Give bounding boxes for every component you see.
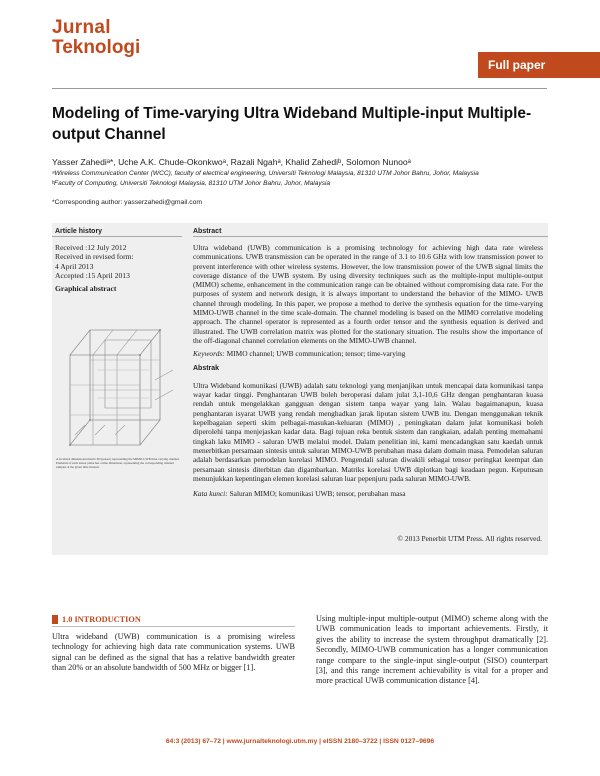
abstract-heading: Abstract [193,228,222,235]
article-history-heading: Article history [55,228,103,235]
journal-name-line2: Teknologi [52,37,141,58]
figure-caption: A localised dimensional matrix 3D (tensor) representing the MIMO-UWB time-varying channel. Elements of each tensor plane has a time dimension, representing the corresponding channel samples at the given time instants [56,457,180,469]
intro-left-paragraph: Ultra wideband (UWB) communication is a promising wireless technology for achieving high data rate communication systems. UWB signal can be defined as the signal that has a relative bandwidth greater than 20% or an absolute bandwidth of 500 MHz or bigger [1]. [52,632,295,673]
journal-logo [52,18,140,58]
section-marker [52,615,58,624]
history-line: Accepted :15 April 2013 [55,271,130,281]
header-divider [52,88,547,89]
introduction-heading: 1.0 INTRODUCTION [62,615,141,624]
keywords-value: MIMO channel; UWB communication; tensor; time-varying [226,349,406,359]
history-line: Received in revised form: [55,252,134,262]
kata-kunci-label: Kata kunci: [193,489,228,499]
corresponding-email[interactable]: *Corresponding author: yasserzahedi@gmail.com [52,199,203,206]
journal-name-line1: Jurnal [52,17,111,38]
tensor-figure [55,296,181,484]
page-footer: 64:3 (2013) 67–72 | www.jurnalteknologi.utm.my | eISSN 2180–3722 | ISSN 0127–9696 [165,738,435,745]
intro-right-paragraph: Using multiple-input multiple-output (MIMO) scheme along with the UWB communication leads to important achievements. Firstly, it gives the ability to increase the system throughput dramatically [2]. Secondly, MIMO-UWB communication has a longer communication range compare to the single-input single-output (SISO) counterpart [3], and this range increment achievability is vital for a proper and more practical UWB communication distance [4]. [316,614,548,686]
panel-rule-right [193,236,548,237]
affiliation-a: ᵃWireless Communication Center (WCC), faculty of electrical engineering, Universiti Teknologi Malaysia, 81310 UTM Johor Bahru, Johor, Malaysia [52,170,479,177]
keywords-line [193,349,543,358]
author-list: Yasser Zahediᵃ*, Uche A.K. Chude-Okonkwoᵃ, Razali Ngahᵃ, Khalid Zahediᵇ, Solomon Nunooᵃ [52,157,411,167]
copyright-notice: © 2013 Penerbit UTM Press. All rights reserved. [397,534,542,543]
introduction-rule [52,626,295,627]
keywords-label: Keywords: [193,349,225,359]
kata-kunci-value: Saluran MIMO; komunikasi UWB; tensor, perubahan masa [229,489,406,499]
paper-title: Modeling of Time-varying Ultra Wideband Multiple-input Multiple-output Channel [52,105,532,143]
abstrak-heading: Abstrak [193,364,220,372]
panel-rule-left [52,236,182,237]
abstrak-text: Ultra Wideband komunikasi (UWB) adalah satu teknologi yang menjanjikan untuk mencapai data komunikasi tanpa wayar kadar tinggi. Penghantaran UWB boleh beroperasi dalam julat 3,1-10,6 GHz dengan penghantaran kuasa rendah untuk mengelakkan gangguan dengan sistem tanpa wayar yang lain. Walau bagaimanapun, kuasa penghantaran isyarat UWB yang rendah menghadkan jarak liputan sistem UWB itu. Dengan menggunakan teknik kepelbagaian seperti skim pelbagai-masukan-keluaran (MIMO) , peningkatan dalam julat komunikasi boleh diperolehi tanpa menjejaskan kadar data. Bagi tujuan reka bentuk sistem dan rangkaian, adalah penting memahami tingkah laku MIMO - saluran UWB melalui model. Dalam penelitian ini, kami mencadangkan satu kaedah untuk menerbitkan persamaan sintesis untuk saluran MIMO-UWB perubahan masa dalam domain masa. Pemodelan saluran adalah berdasarkan pemodelan korelasi MIMO. Pengendali saluran diwakili sebagai tensor peringkat keempat dan persamaan sintesis diterbitan dan digambarkan. Matriks korelasi UWB diplotkan bagi keadaan pegun. Keputusan menunjukkan kepentingan elemen korelasi saluran luar pepenjuru pada saluran MIMO-UWB. [193,380,543,483]
full-paper-badge: Full paper [478,52,600,78]
history-line: 4 April 2013 [55,261,94,271]
article-history [55,243,134,281]
abstract-body [193,243,543,498]
affiliation-b: ᵇFaculty of Computing, Universiti Teknologi Malaysia, 81310 UTM Johor Bahru, Johor, Malaysia [52,180,331,187]
history-line: Received :12 July 2012 [55,243,127,252]
kata-kunci-line [193,489,543,498]
graphical-abstract-heading: Graphical abstract [55,284,117,293]
abstract-text: Ultra wideband (UWB) communication is a promising technology for achieving high data rate wireless communications. UWB transmission can be operated in the range of 3.1 to 10.6 GHz with low transmission power to prevent interference with other wireless systems. However, the low transmission power of the UWB signal limits the coverage distance of the UWB system. By using diversity techniques such as the multiple-input multiple-output (MIMO) scheme, enhancement in the communication range can be obtained without compromising data rate. For the purposes of system and network design, it is always important to understand the behavior of the MIMO- UWB channel through modeling. In this paper, we propose a method to derive the synthesis equation for the time-varying MIMO-UWB channel in the time scale-domain. The channel modeling is based on the MIMO correlative modeling approach. The channel operator is represented as a fourth order tensor and the synthesis equation is derived and illustrated. The UWB correlation matrix was plotted for the stationary situation. The results show the importance of the off-diagonal channel correlation elements on the MIMO-UWB channel. [193,243,543,345]
